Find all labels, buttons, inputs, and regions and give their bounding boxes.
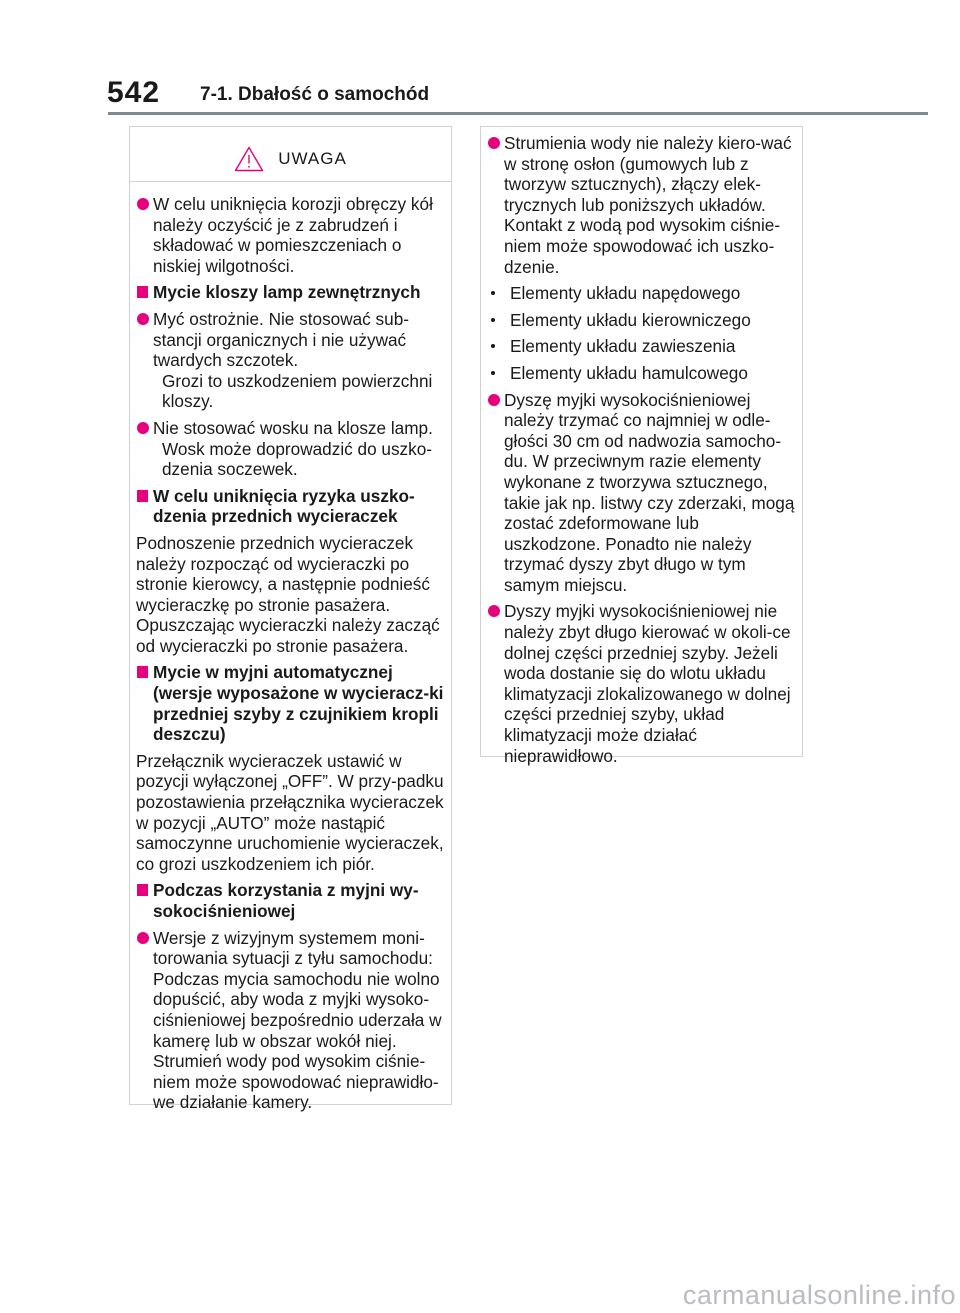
warning-header [130,137,451,182]
heading-text: Mycie kloszy lamp zewnętrznych [153,282,421,303]
page-header [0,0,960,120]
paragraph-nozzle-distance [487,390,796,596]
paragraph-wiper-lifting: Podnoszenie przednich wycieraczek należy rozpocząć od wycieraczki po stronie kierowcy, a następnie podnieść wycieraczkę po stronie pasażera. Opuszczając wycieraczki należy zacząć od wycieraczki po stronie pasażera. [136,532,440,656]
paragraph-wiper-switch: Przełącznik wycieraczek ustawić w pozycji wyłączonej „OFF”. W przy-padku pozostawienia przełącznika wycieraczek w pozycji „AUTO” może nastąpić samoczynne uruchomienie wycieraczek, co grozi uszkodzeniem ich piór. [136,750,444,874]
list-item: Elementy układu kierowniczego [487,310,796,331]
paragraph-text: Dyszy myjki wysokociśnieniowej nie należy zbyt długo kierować w okoli-ce dolnej części przedniej szyby. Jeżeli woda dostanie się do wlotu układu klimatyzacji zlokalizowanego w dolnej części przedniej szyby, układ klimatyzacji może działać nieprawidłowo. [504,601,791,766]
heading-text: Podczas korzystania z myjni wy-sokociśnieniowej [153,880,419,921]
paragraph-lamp-careful [136,309,445,412]
list-item: Elementy układu zawieszenia [487,336,796,357]
paragraph-water-stream [487,133,796,277]
paragraph-text: Strumienia wody nie należy kiero-wać w stronę osłon (gumowych lub z tworzyw sztucznych), złączy elek-trycznych lub poniższych układów. Kontakt z wodą pod wysokim ciśnie-niem może spowodować ich uszko-dzenie. [504,133,792,277]
heading-text: W celu uniknięcia ryzyka uszko-dzenia przednich wycieraczek [153,485,415,527]
paragraph-text: W celu uniknięcia korozji obręczy kół należy oczyścić je z zabrudzeń i składować w pomieszczeniach o niskiej wilgotności. [153,194,433,276]
list-item: Elementy układu hamulcowego [487,363,796,384]
paragraph-subtext: Wosk może doprowadzić do uszko-dzenia soczewek. [162,438,433,480]
paragraph-camera-warning [136,928,445,1113]
warning-title: UWAGA [278,149,347,168]
paragraph-text: Wersje z wizyjnym systemem moni-torowania sytuacji z tyłu samochodu: Podczas mycia samochodu nie wolno dopuścić, aby woda z myjki wysoko-ciśnieniowej bezpośrednio uderzała w kamerę lub w obszar wokół niej. Strumień wody pod wysokim ciśnie-niem może spowodować nieprawidło-we działanie kamery. [153,927,442,1113]
paragraph-text: Nie stosować wosku na klosze lamp. [153,417,433,438]
list-item: Elementy układu napędowego [487,283,796,304]
paragraph-windshield-area [487,601,796,766]
heading-wiper-damage [136,486,445,527]
heading-lamp-cleaning [136,282,445,303]
paragraph-wheel-corrosion [136,194,445,276]
paragraph-no-wax [136,418,445,480]
page-number: 542 [107,76,161,109]
warning-box-left [129,126,452,1113]
site-watermark: carmanualsonline.info [682,1280,956,1310]
paragraph-text: Myć ostrożnie. Nie stosować sub-stancji organicznych i nie używać twardych szczotek. [153,308,409,371]
heading-high-pressure-wash [136,880,445,921]
section-title: 7-1. Dbałość o samochód [200,84,430,105]
warning-box-right [480,126,803,766]
paragraph-text: Dyszę myjki wysokociśnieniowej należy trzymać co najmniej w odle-głości 30 cm od nadwozia samocho-du. W przeciwnym razie elementy wykonane z tworzywa sztucznego, takie jak np. listwy czy zderzaki, mogą zostać zdeformowane lub uszkodzone. Ponadto nie należy trzymać dyszy zbyt długo w tym samym miejscu. [504,389,795,595]
heading-automatic-carwash [136,662,445,744]
warning-triangle-icon [234,146,264,172]
heading-text: Mycie w myjni automatycznej (wersje wyposażone w wycieracz-ki przedniej szyby z czujnikiem kropli deszczu) [153,662,444,745]
paragraph-subtext: Grozi to uszkodzeniem powierzchni kloszy. [162,370,433,412]
header-divider [108,112,928,115]
